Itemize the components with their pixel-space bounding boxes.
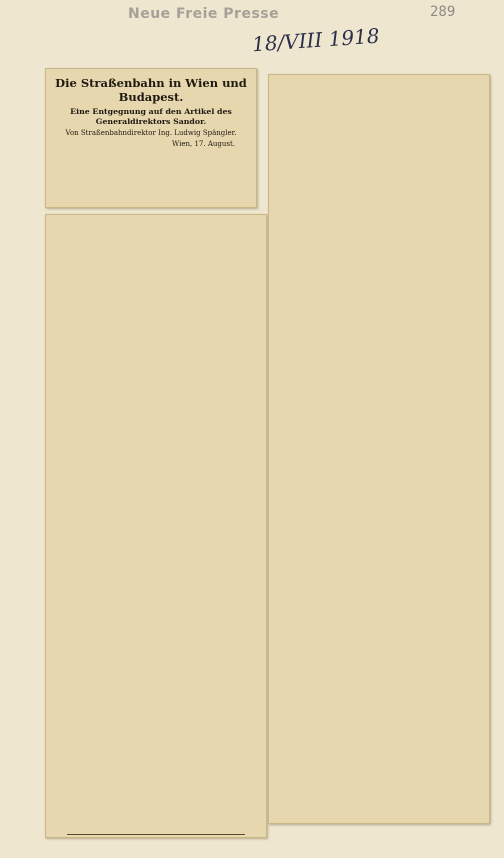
column-end-rule	[67, 834, 245, 835]
clipping-left-column	[45, 214, 267, 838]
handwritten-date: 18/VIII 1918	[251, 23, 381, 57]
article-dateline: Wien, 17. August.	[172, 139, 235, 148]
clipping-right-column	[268, 74, 490, 824]
article-column-right	[274, 80, 484, 818]
archive-stamp: Neue Freie Presse	[128, 6, 280, 22]
article-byline: Von Straßenbahndirektor Ing. Ludwig Spängler.	[65, 129, 237, 138]
clipping-header	[45, 68, 257, 208]
article-column-left	[51, 220, 261, 832]
handwritten-number: 289	[430, 4, 456, 20]
article-column-intro	[51, 148, 251, 204]
article-headline: Die Straßenbahn in Wien und Budapest.	[55, 76, 247, 105]
article-subheadline: Eine Entgegnung auf den Artikel des Generaldirektors Sandor.	[70, 107, 232, 126]
